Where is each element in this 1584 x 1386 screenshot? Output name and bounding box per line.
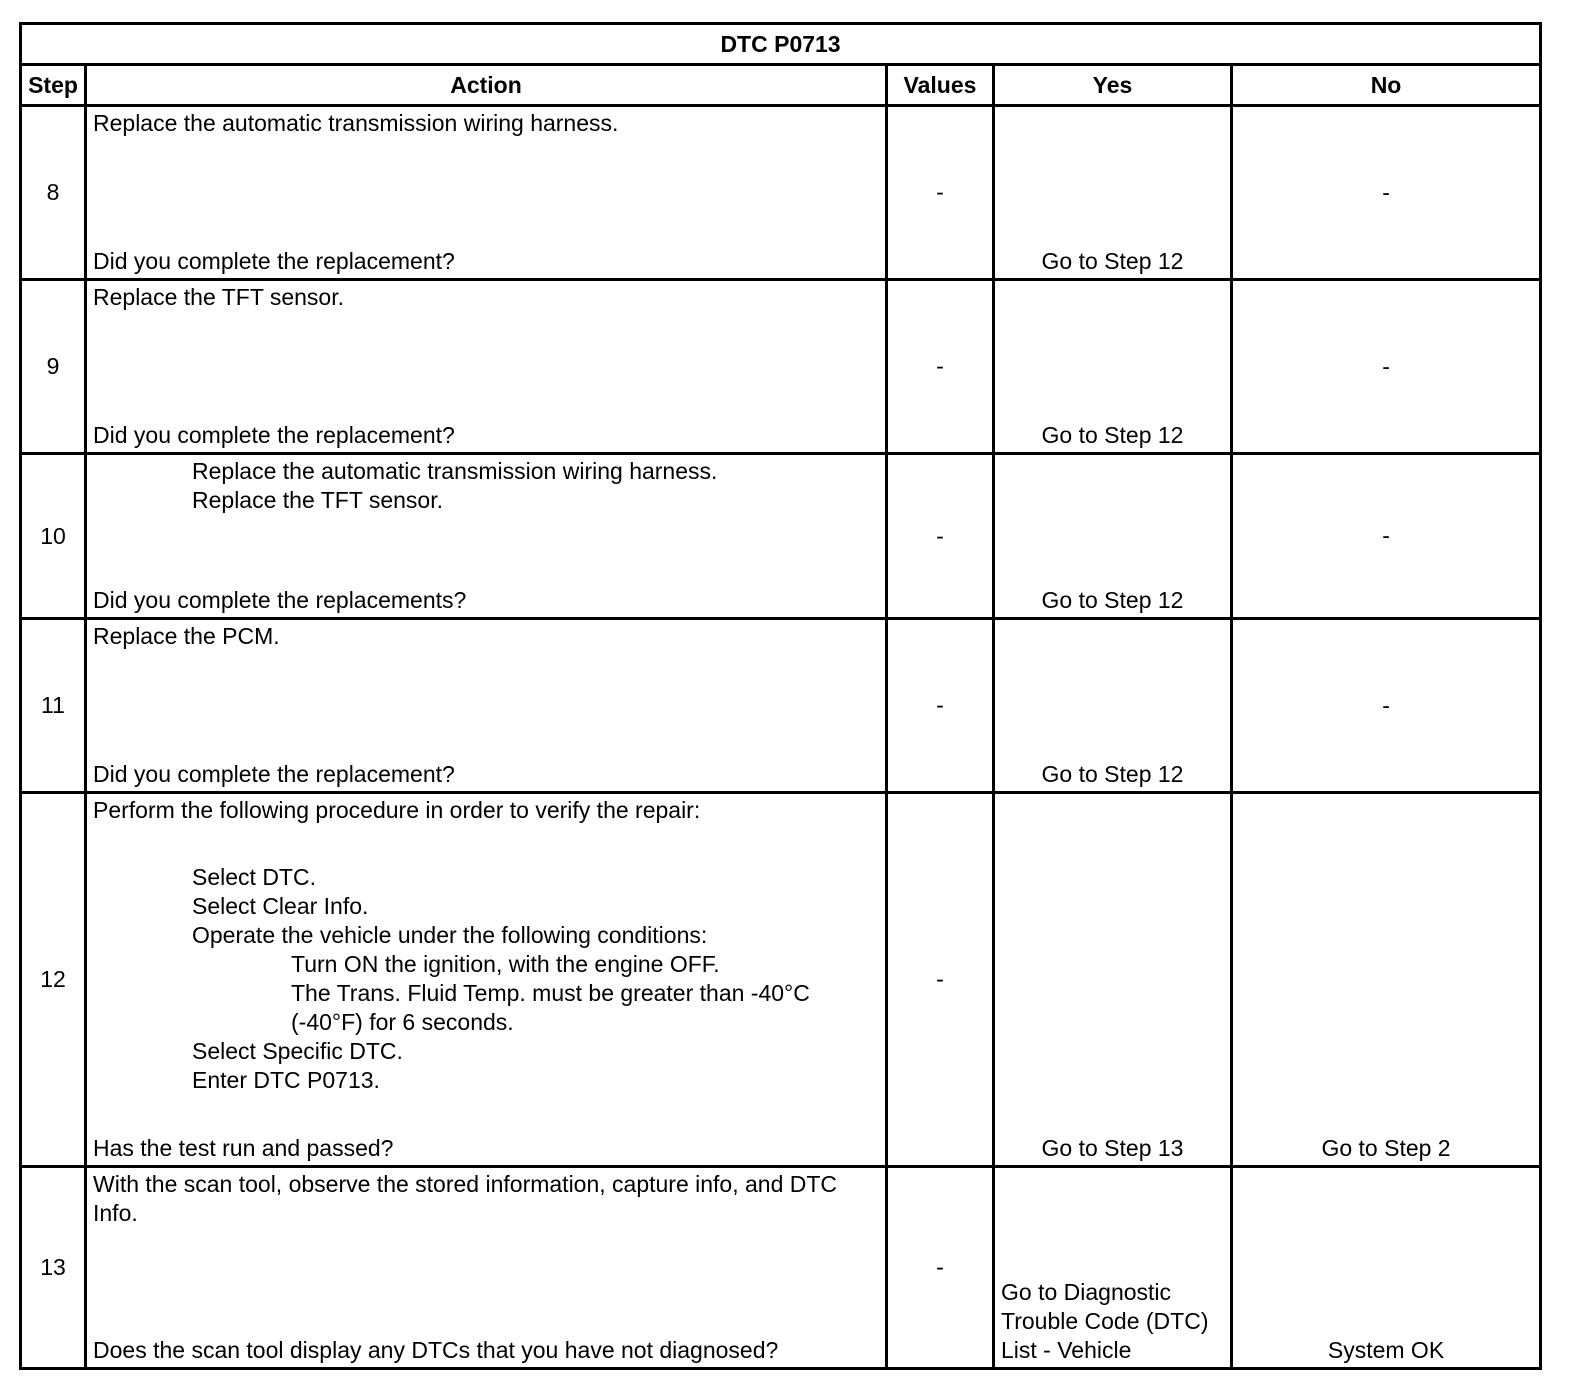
procedure-step: Operate the vehicle under the following conditions: (192, 922, 708, 948)
action-question: Did you complete the replacements? (93, 587, 467, 613)
no-answer: - (1382, 353, 1390, 379)
yes-answer: Go to Step 12 (1041, 422, 1184, 448)
action-question: Did you complete the replacement? (93, 248, 455, 274)
no-cell (1232, 454, 1541, 619)
step-number: 9 (21, 280, 86, 454)
action-line: Replace the automatic transmission wiring harness. (192, 458, 718, 484)
header-step: Step (21, 65, 86, 106)
condition-item: The Trans. Fluid Temp. must be greater than -40°C (-40°F) for 6 seconds. (291, 980, 810, 1035)
action-intro: Perform the following procedure in order to verify the repair: (93, 797, 701, 823)
action-line: Replace the TFT sensor. (93, 284, 345, 310)
table-row (21, 793, 1541, 1167)
values-cell: - (887, 106, 994, 280)
no-cell (1232, 793, 1541, 1167)
action-cell (86, 619, 887, 793)
action-cell (86, 106, 887, 280)
action-cell (86, 454, 887, 619)
no-answer: Go to Step 2 (1321, 1135, 1451, 1161)
action-question: Does the scan tool display any DTCs that you have not diagnosed? (93, 1337, 779, 1363)
yes-answer: Go to Step 13 (1041, 1135, 1184, 1161)
step-number: 8 (21, 106, 86, 280)
yes-cell (994, 619, 1232, 793)
action-question: Did you complete the replacement? (93, 422, 455, 448)
step-number: 10 (21, 454, 86, 619)
action-question: Did you complete the replacement? (93, 761, 455, 787)
yes-cell (994, 793, 1232, 1167)
table-row (21, 1167, 1541, 1369)
action-question: Has the test run and passed? (93, 1135, 394, 1161)
table-row (21, 280, 1541, 454)
action-cell (86, 280, 887, 454)
yes-cell (994, 454, 1232, 619)
action-line: Replace the automatic transmission wiring harness. (93, 110, 619, 136)
procedure-step: Enter DTC P0713. (192, 1067, 380, 1093)
yes-answer: Go to Diagnostic Trouble Code (DTC) List - Vehicle (1001, 1279, 1209, 1363)
procedure-step: Select Specific DTC. (192, 1038, 403, 1064)
no-cell (1232, 619, 1541, 793)
header-action: Action (86, 65, 887, 106)
table-row (21, 619, 1541, 793)
no-cell (1232, 106, 1541, 280)
procedure-step: Select Clear Info. (192, 893, 369, 919)
action-line: With the scan tool, observe the stored information, capture info, and DTC Info. (93, 1171, 838, 1226)
yes-answer: Go to Step 12 (1041, 248, 1184, 274)
values-cell: - (887, 280, 994, 454)
no-answer: - (1382, 522, 1390, 549)
action-cell (86, 793, 887, 1167)
yes-answer: Go to Step 12 (1041, 587, 1184, 613)
yes-cell (994, 1167, 1232, 1369)
step-number: 12 (21, 793, 86, 1167)
header-values: Values (887, 65, 994, 106)
values-cell: - (887, 454, 994, 619)
action-line: Replace the TFT sensor. (192, 487, 444, 513)
no-answer: - (1382, 692, 1390, 718)
values-cell: - (887, 793, 994, 1167)
table-row (21, 106, 1541, 280)
header-yes: Yes (994, 65, 1232, 106)
header-no: No (1232, 65, 1541, 106)
procedure-step: Select DTC. (192, 864, 316, 890)
table-title: DTC P0713 (21, 24, 1541, 65)
yes-answer: Go to Step 12 (1041, 761, 1184, 787)
no-cell (1232, 1167, 1541, 1369)
step-number: 13 (21, 1167, 86, 1369)
action-line: Replace the PCM. (93, 623, 280, 649)
no-cell (1232, 280, 1541, 454)
no-answer: - (1382, 179, 1390, 205)
step-number: 11 (21, 619, 86, 793)
values-cell: - (887, 619, 994, 793)
table-row (21, 454, 1541, 619)
dtc-table (19, 22, 1542, 1370)
values-cell: - (887, 1167, 994, 1369)
no-answer: System OK (1327, 1337, 1445, 1363)
header-row (21, 65, 1541, 106)
action-cell (86, 1167, 887, 1369)
condition-item: Turn ON the ignition, with the engine OFF. (291, 951, 720, 977)
yes-cell (994, 280, 1232, 454)
yes-cell (994, 106, 1232, 280)
